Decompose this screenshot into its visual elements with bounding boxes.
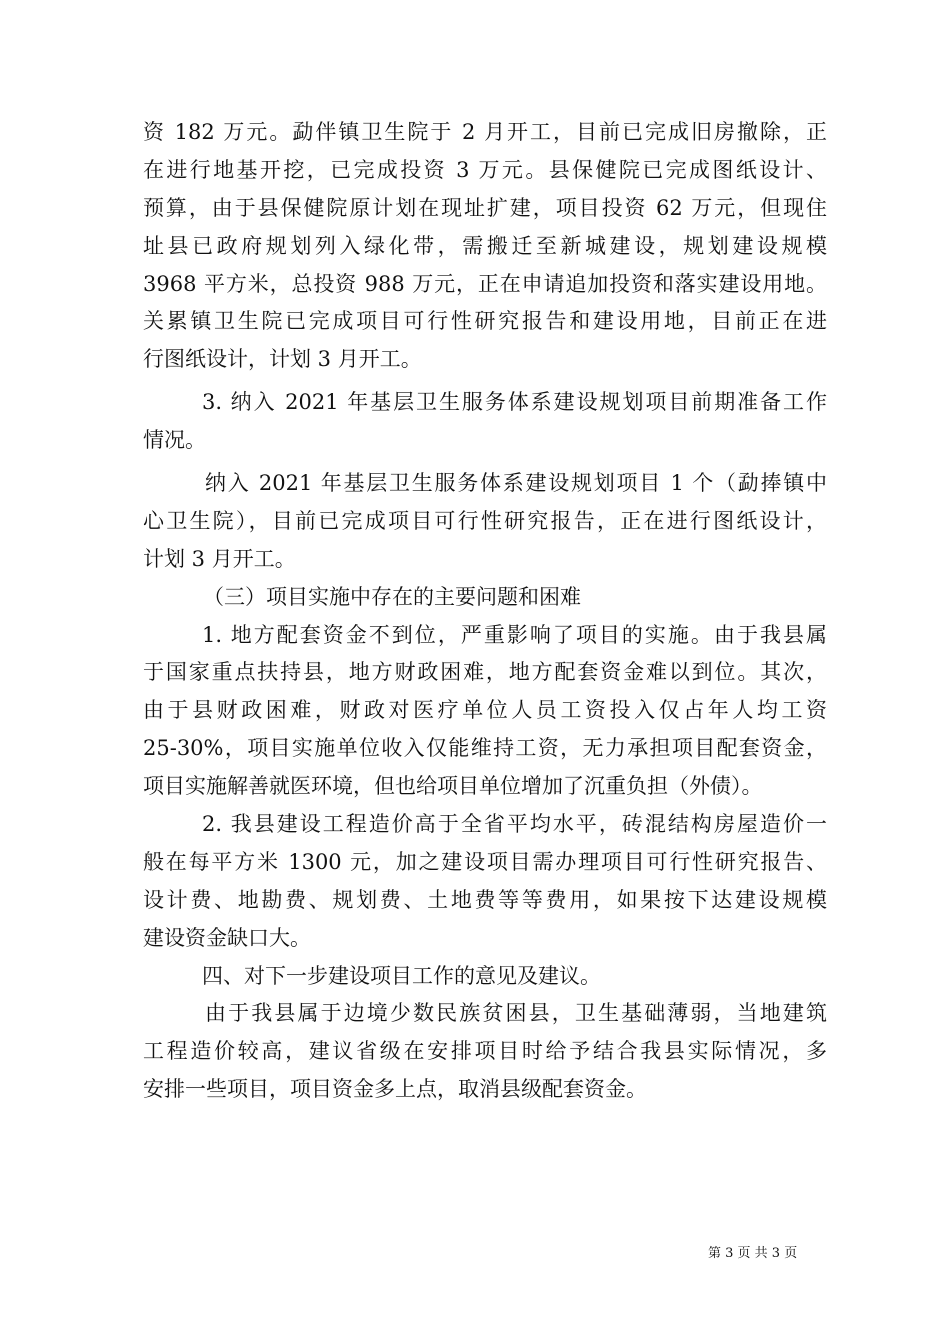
text-line: 在进行地基开挖，已完成投资 3 万元。县保健院已完成图纸设计、	[143, 157, 827, 182]
text-line: 2. 我县建设工程造价高于全省平均水平，砖混结构房屋造价一	[202, 812, 827, 837]
text-line: 资 182 万元。勐伴镇卫生院于 2 月开工，目前已完成旧房撤除，正	[143, 120, 827, 144]
text-line: 行图纸设计，计划 3 月开工。	[143, 347, 422, 372]
text-line: 计划 3 月开工。	[143, 546, 296, 571]
text-line: 建设资金缺口大。	[143, 925, 311, 950]
text-line: 于国家重点扶持县，地方财政困难，地方配套资金难以到位。其次，	[143, 660, 827, 685]
text-line: 心卫生院），目前已完成项目可行性研究报告，正在进行图纸设计，	[143, 508, 827, 533]
text-line: 纳入 2021 年基层卫生服务体系建设规划项目 1 个（勐捧镇中	[205, 471, 827, 496]
section-heading: （三）项目实施中存在的主要问题和困难	[203, 584, 581, 609]
text-line: 设计费、地勘费、规划费、土地费等等费用，如果按下达建设规模	[143, 887, 827, 912]
section-heading: 四、对下一步建设项目工作的意见及建议。	[202, 963, 601, 988]
text-line: 3968 平方米，总投资 988 万元，正在申请追加投资和落实建设用地。	[143, 271, 827, 296]
text-line: 预算，由于县保健院原计划在现址扩建，项目投资 62 万元，但现住	[143, 195, 827, 220]
text-line: 25-30%，项目实施单位收入仅能维持工资，无力承担项目配套资金，	[143, 736, 827, 761]
text-line: 安排一些项目，项目资金多上点，取消县级配套资金。	[143, 1077, 647, 1102]
text-line: 址县已政府规划列入绿化带，需搬迁至新城建设，规划建设规模	[143, 233, 827, 258]
text-line: 由于县财政困难，财政对医疗单位人员工资投入仅占年人均工资	[143, 698, 827, 723]
text-line: 关累镇卫生院已完成项目可行性研究报告和建设用地，目前正在进	[143, 309, 827, 334]
document-body	[143, 114, 827, 1109]
text-line: 工程造价较高，建议省级在安排项目时给予结合我县实际情况，多	[143, 1039, 827, 1064]
text-line: 3. 纳入 2021 年基层卫生服务体系建设规划项目前期准备工作	[202, 390, 827, 415]
text-line: 由于我县属于边境少数民族贫困县，卫生基础薄弱，当地建筑	[205, 1001, 827, 1026]
text-line: 1. 地方配套资金不到位，严重影响了项目的实施。由于我县属	[202, 622, 827, 647]
text-line: 项目实施解善就医环境，但也给项目单位增加了沉重负担（外债）。	[143, 774, 763, 799]
text-line: 般在每平方米 1300 元，加之建设项目需办理项目可行性研究报告、	[143, 849, 827, 874]
page-number: 第 3 页 共 3 页	[708, 1246, 798, 1261]
text-line: 情况。	[143, 428, 206, 453]
